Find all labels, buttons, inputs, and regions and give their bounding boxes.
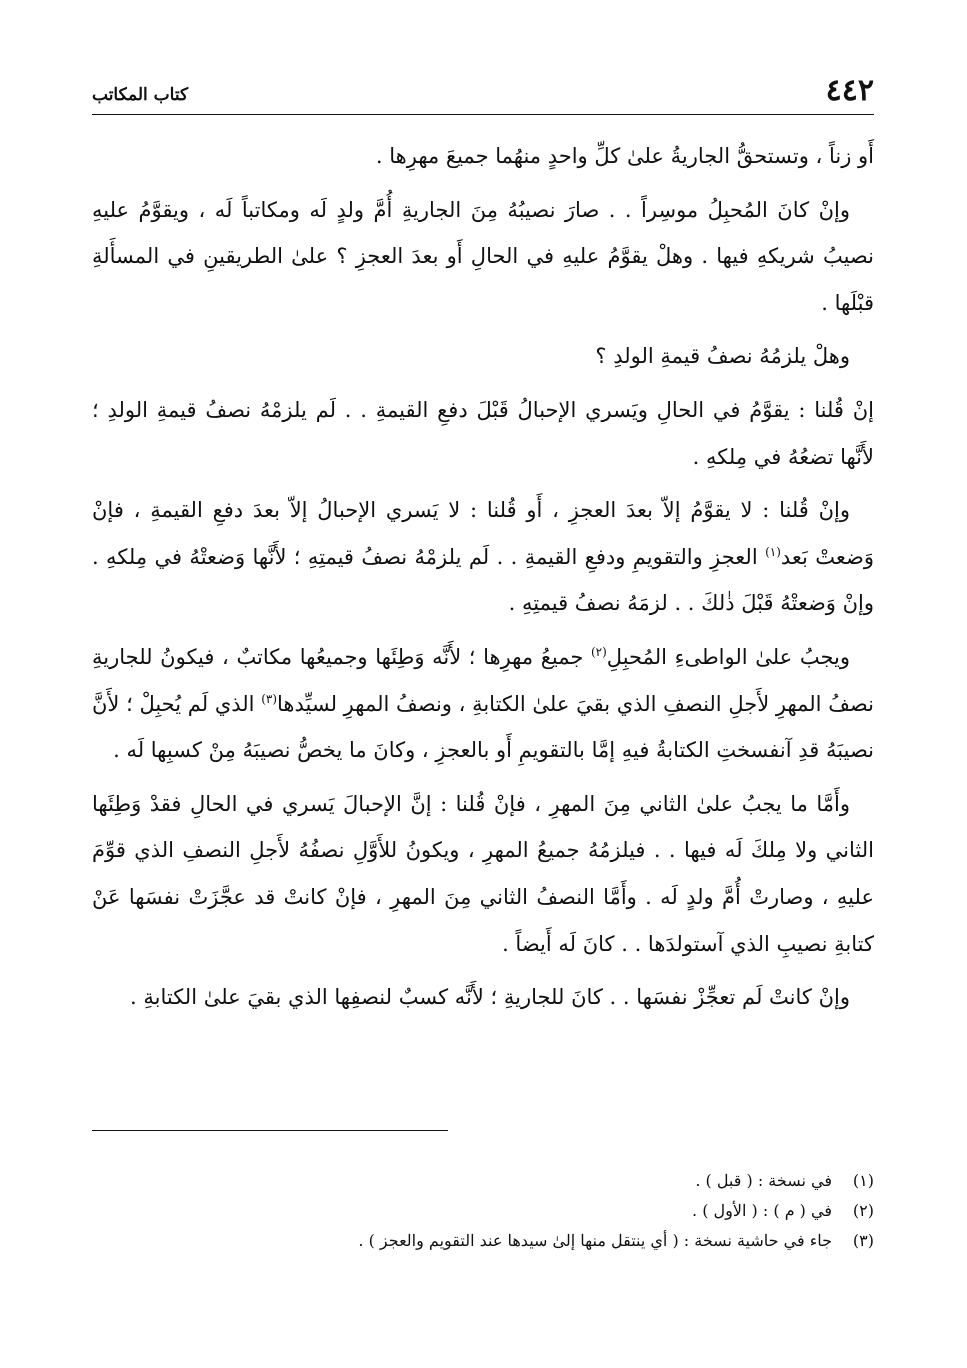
footnote-divider bbox=[92, 1130, 448, 1131]
paragraph-7: وأَمَّا ما يجبُ علىٰ الثاني مِنَ المهرِ ، فإنْ قُلنا : إنَّ الإحبالَ يَسري في الحالِ فقدْ وَطِئَها الثاني ولا مِلكَ لَه فيها . . فيلزمُهُ جميعُ المهرِ ، ويكونُ للأَوَّلِ نصفُهُ لأَجلِ النصفِ الذي قوِّمَ عليهِ ، وصارتْ أُمَّ ولدٍ لَه . وأَمَّا النصفُ الثاني مِنَ المهرِ ، فإنْ كانتْ قد عجَّزَتْ نفسَها عَنْ كتابةِ نصيبِ الذي آستولدَها . . كانَ لَه أَيضاً . bbox=[92, 791, 874, 956]
footnotes bbox=[92, 1166, 874, 1256]
paragraph-6-part-a: ويجبُ علىٰ الواطىءِ المُحبِلِ bbox=[606, 644, 850, 669]
paragraph-5-part-a: وإنْ قُلنا : لا يقوَّمُ إلاّ بعدَ العجزِ ، أَو قُلنا : لا يَسري الإحبالُ إلاّ بعدَ دفعِ القيمةِ ، فإنْ وَضعتْ بَعد bbox=[92, 498, 874, 569]
footnote-number: (٢) bbox=[852, 1201, 874, 1220]
page-number: ٤٤٢ bbox=[825, 73, 874, 108]
footnote-3 bbox=[92, 1226, 874, 1256]
footnote-ref-2: (٢) bbox=[590, 644, 607, 659]
paragraph-1: أَو زناً ، وتستحقُّ الجاريةُ علىٰ كلِّ واحدٍ منهُما جميعَ مهرِها . bbox=[375, 144, 874, 168]
paragraph-6-part-c: الذي لَم يُحبِلْ ؛ لأَنَّ نصيبَهُ قدِ آنفسختِ الكتابةُ فيهِ إمَّا بالتقويمِ أَو بالعجزِ ، وكانَ ما يخصُّ نصيبَهُ مِنْ كسبِها لَه . bbox=[92, 691, 874, 763]
paragraph-6 bbox=[92, 634, 874, 774]
footnote-number: (٣) bbox=[852, 1231, 874, 1250]
footnote-text: في ( م ) : ( الأول ) . bbox=[692, 1201, 832, 1220]
footnote-2 bbox=[92, 1196, 874, 1226]
footnote-1 bbox=[92, 1166, 874, 1196]
paragraph-5 bbox=[92, 487, 874, 627]
footnote-text: في نسخة : ( قبل ) . bbox=[695, 1171, 832, 1190]
paragraph-3: وهلْ يلزمُهُ نصفُ قيمةِ الولدِ ؟ bbox=[595, 344, 850, 369]
book-page bbox=[92, 70, 874, 1310]
paragraph-2: وإنْ كانَ المُحبِلُ موسِراً . . صارَ نصيبُهُ مِنَ الجاريةِ أُمَّ ولدٍ لَه ومكاتباً لَه ، ويقوَّمُ عليهِ نصيبُ شريكهِ فيها . وهلْ يقوَّمُ عليهِ في الحالِ أَو بعدَ العجزِ ؟ علىٰ الطريقينِ في المسأَلةِ قبْلَها . bbox=[92, 197, 874, 315]
footnote-number: (١) bbox=[852, 1171, 874, 1190]
footnote-ref-1: (١) bbox=[765, 544, 781, 559]
main-text bbox=[92, 133, 874, 1021]
footnote-ref-3: (٣) bbox=[261, 691, 278, 706]
running-head bbox=[92, 70, 874, 115]
paragraph-5-part-b: العجزِ والتقويمِ ودفعِ القيمةِ . . لَم يلزمْهُ نصفُ قيمتِهِ ؛ لأَنَّها وَضعتْهُ في مِلكهِ . وإنْ وَضعتْهُ قَبْلَ ذٰلكَ . . لزمَهُ نصفُ قيمتِهِ . bbox=[92, 544, 874, 616]
book-title: كتاب المكاتب bbox=[92, 85, 189, 105]
paragraph-4: إنْ قُلنا : يقوَّمُ في الحالِ ويَسري الإحبالُ قَبْلَ دفعِ القيمةِ . . لَم يلزمْهُ نصفُ قيمةِ الولدِ ؛ لأَنَّها تضعُهُ في مِلكهِ . bbox=[92, 397, 874, 469]
paragraph-8: وإنْ كانتْ لَم تعجِّزْ نفسَها . . كانَ للجاريةِ ؛ لأَنَّه كسبٌ لنصفِها الذي بقيَ علىٰ الكتابةِ . bbox=[130, 985, 850, 1010]
paragraph-6-part-b: جميعُ مهرِها ؛ لأَنَّه وَطِئَها وجميعُها مكاتبٌ ، فيكونُ للجاريةِ نصفُ المهرِ لأَجلِ النصفِ الذي بقيَ علىٰ الكتابةِ ، ونصفُ المهرِ لسيِّدها bbox=[92, 644, 874, 716]
footnote-text: جاء في حاشية نسخة : ( أي ينتقل منها إلىٰ سيدها عند التقويم والعجز ) . bbox=[358, 1231, 832, 1250]
